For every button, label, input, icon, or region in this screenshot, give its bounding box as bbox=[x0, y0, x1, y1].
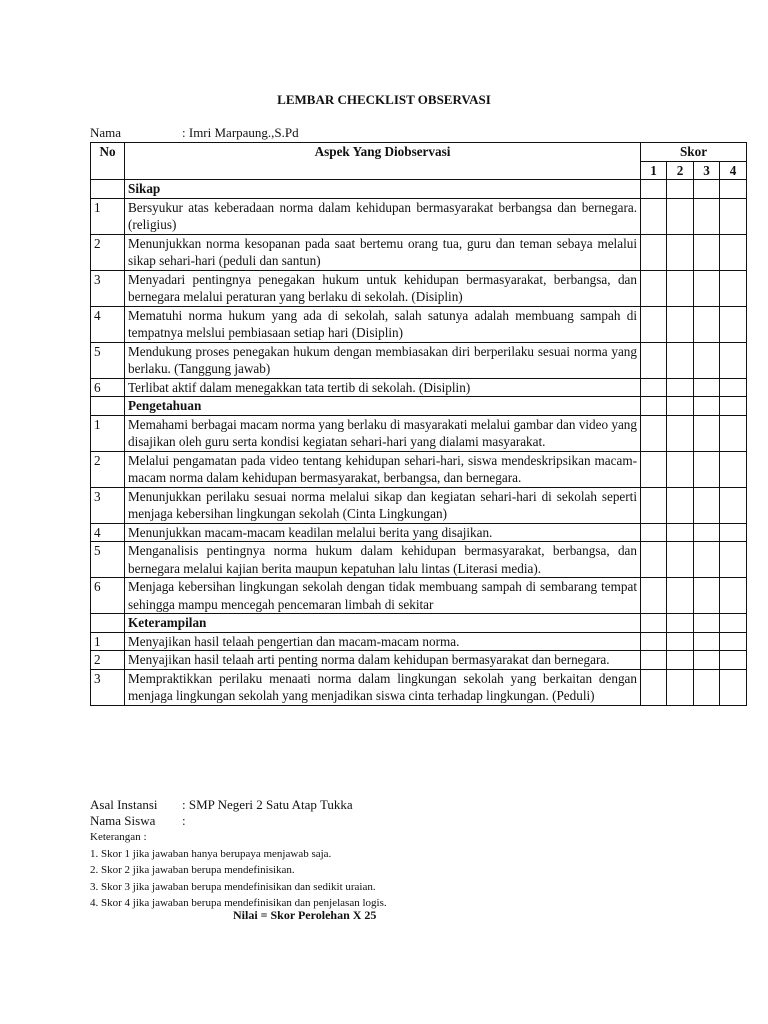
nama-siswa-label: Nama Siswa bbox=[90, 813, 156, 828]
skor-cell[interactable] bbox=[694, 614, 720, 633]
aspect-text: Terlibat aktif dalam menegakkan tata tertib di sekolah. (Disiplin) bbox=[125, 378, 641, 397]
skor-cell[interactable] bbox=[720, 632, 747, 651]
skor-cell[interactable] bbox=[667, 632, 694, 651]
skor-cell[interactable] bbox=[667, 523, 694, 542]
skor-cell[interactable] bbox=[667, 234, 694, 270]
skor-cell[interactable] bbox=[720, 397, 747, 416]
skor-cell[interactable] bbox=[667, 415, 694, 451]
nama-siswa-value: : bbox=[182, 813, 186, 828]
skor-cell[interactable] bbox=[641, 198, 667, 234]
nama-siswa-line bbox=[90, 813, 353, 829]
aspect-row bbox=[91, 669, 747, 705]
skor-cell[interactable] bbox=[667, 669, 694, 705]
nama-label: Nama bbox=[90, 125, 122, 140]
keterangan-item: 1. Skor 1 jika jawaban hanya berupaya menjawab saja. bbox=[90, 847, 332, 860]
skor-cell[interactable] bbox=[641, 487, 667, 523]
footer-info bbox=[90, 797, 353, 829]
asal-instansi-label: Asal Instansi bbox=[90, 797, 158, 812]
skor-cell[interactable] bbox=[720, 415, 747, 451]
skor-cell[interactable] bbox=[641, 270, 667, 306]
skor-cell[interactable] bbox=[641, 542, 667, 578]
section-row bbox=[91, 397, 747, 416]
skor-cell[interactable] bbox=[694, 415, 720, 451]
skor-cell[interactable] bbox=[641, 632, 667, 651]
keterangan-block bbox=[90, 829, 387, 912]
skor-cell[interactable] bbox=[720, 451, 747, 487]
skor-cell[interactable] bbox=[720, 270, 747, 306]
skor-cell[interactable] bbox=[667, 542, 694, 578]
skor-cell[interactable] bbox=[694, 487, 720, 523]
aspect-text: Mendukung proses penegakan hukum dengan membiasakan diri berperilaku sesuai norma yang berlaku. (Tanggung jawab) bbox=[125, 342, 641, 378]
skor-cell[interactable] bbox=[667, 487, 694, 523]
skor-cell[interactable] bbox=[720, 669, 747, 705]
aspect-row bbox=[91, 270, 747, 306]
aspect-no: 5 bbox=[91, 542, 125, 578]
aspect-row bbox=[91, 487, 747, 523]
skor-cell[interactable] bbox=[720, 523, 747, 542]
header-aspek: Aspek Yang Diobservasi bbox=[125, 143, 641, 180]
skor-cell[interactable] bbox=[667, 306, 694, 342]
skor-cell[interactable] bbox=[694, 234, 720, 270]
section-no-cell bbox=[91, 614, 125, 633]
skor-cell[interactable] bbox=[667, 578, 694, 614]
aspect-row bbox=[91, 632, 747, 651]
aspect-text: Menunjukkan perilaku sesuai norma melalui sikap dan kegiatan sehari-hari di sekolah seperti menjaga kebersihan lingkungan sekolah (Cinta Lingkungan) bbox=[125, 487, 641, 523]
aspect-text: Memahami berbagai macam norma yang berlaku di masyarakati melalui gambar dan video yang disajikan oleh guru serta kondisi kegiatan sehari-hari yang dialami masyarakat. bbox=[125, 415, 641, 451]
document-title: LEMBAR CHECKLIST OBSERVASI bbox=[277, 92, 491, 107]
skor-col-3: 3 bbox=[694, 161, 720, 180]
aspect-text: Melalui pengamatan pada video tentang kehidupan sehari-hari, siswa mendeskripsikan macam-macam norma dalam kehidupan bermasyarakat, berbangsa, dan bernegara. bbox=[125, 451, 641, 487]
aspect-no: 4 bbox=[91, 306, 125, 342]
skor-cell[interactable] bbox=[720, 234, 747, 270]
skor-col-1: 1 bbox=[641, 161, 667, 180]
aspect-no: 3 bbox=[91, 669, 125, 705]
aspect-row bbox=[91, 198, 747, 234]
skor-cell[interactable] bbox=[694, 180, 720, 199]
aspect-row bbox=[91, 234, 747, 270]
skor-cell[interactable] bbox=[694, 306, 720, 342]
skor-cell[interactable] bbox=[720, 578, 747, 614]
skor-cell[interactable] bbox=[667, 198, 694, 234]
aspect-no: 2 bbox=[91, 234, 125, 270]
skor-cell[interactable] bbox=[641, 306, 667, 342]
skor-cell[interactable] bbox=[694, 378, 720, 397]
keterangan-item: 2. Skor 2 jika jawaban berupa mendefinisikan. bbox=[90, 864, 295, 876]
skor-cell[interactable] bbox=[694, 651, 720, 670]
aspect-text: Bersyukur atas keberadaan norma dalam kehidupan bermasyarakat berbangsa dan bernegara. (religius) bbox=[125, 198, 641, 234]
observation-table bbox=[90, 142, 747, 706]
aspect-row bbox=[91, 578, 747, 614]
skor-cell[interactable] bbox=[720, 342, 747, 378]
aspect-no: 4 bbox=[91, 523, 125, 542]
aspect-row bbox=[91, 651, 747, 670]
skor-col-2: 2 bbox=[667, 161, 694, 180]
section-no-cell bbox=[91, 180, 125, 199]
skor-cell[interactable] bbox=[667, 451, 694, 487]
aspect-row bbox=[91, 523, 747, 542]
aspect-text: Mematuhi norma hukum yang ada di sekolah, salah satunya adalah membuang sampah di tempatnya melslui pembiasaan setiap hari (Disiplin) bbox=[125, 306, 641, 342]
section-title: Keterampilan bbox=[125, 614, 641, 633]
skor-cell[interactable] bbox=[667, 180, 694, 199]
aspect-text: Menyajikan hasil telaah pengertian dan macam-macam norma. bbox=[125, 632, 641, 651]
skor-cell[interactable] bbox=[694, 523, 720, 542]
aspect-row bbox=[91, 342, 747, 378]
skor-cell[interactable] bbox=[694, 632, 720, 651]
skor-cell[interactable] bbox=[667, 651, 694, 670]
aspect-no: 6 bbox=[91, 578, 125, 614]
section-no-cell bbox=[91, 397, 125, 416]
skor-cell[interactable] bbox=[720, 614, 747, 633]
skor-cell[interactable] bbox=[694, 542, 720, 578]
section-title: Pengetahuan bbox=[125, 397, 641, 416]
section-row bbox=[91, 180, 747, 199]
aspect-text: Menyadari pentingnya penegakan hukum untuk kehidupan bermasyarakat, berbangsa, dan bernegara melalui peraturan yang berlaku di sekolah. (Disiplin) bbox=[125, 270, 641, 306]
skor-cell[interactable] bbox=[667, 342, 694, 378]
skor-cell[interactable] bbox=[641, 651, 667, 670]
skor-cell[interactable] bbox=[720, 306, 747, 342]
aspect-text: Menganalisis pentingnya norma hukum dalam kehidupan bermasyarakat, berbangsa, dan bernegara melalui kajian berita maupun kepatuhan lalu lintas (Literasi media). bbox=[125, 542, 641, 578]
aspect-no: 3 bbox=[91, 270, 125, 306]
skor-cell[interactable] bbox=[720, 542, 747, 578]
skor-cell[interactable] bbox=[667, 397, 694, 416]
section-row bbox=[91, 614, 747, 633]
skor-cell[interactable] bbox=[641, 180, 667, 199]
aspect-row bbox=[91, 542, 747, 578]
aspect-no: 1 bbox=[91, 632, 125, 651]
skor-cell[interactable] bbox=[694, 342, 720, 378]
aspect-no: 2 bbox=[91, 651, 125, 670]
skor-cell[interactable] bbox=[641, 378, 667, 397]
header-skor: Skor bbox=[641, 143, 747, 162]
skor-cell[interactable] bbox=[641, 415, 667, 451]
skor-col-4: 4 bbox=[720, 161, 747, 180]
aspect-text: Menunjukkan macam-macam keadilan melalui berita yang disajikan. bbox=[125, 523, 641, 542]
aspect-row bbox=[91, 378, 747, 397]
aspect-text: Menunjukkan norma kesopanan pada saat bertemu orang tua, guru dan teman sebaya melalui sikap sehari-hari (peduli dan santun) bbox=[125, 234, 641, 270]
skor-cell[interactable] bbox=[667, 378, 694, 397]
keterangan-item: 3. Skor 3 jika jawaban berupa mendefinisikan dan sedikit uraian. bbox=[90, 880, 376, 893]
aspect-no: 5 bbox=[91, 342, 125, 378]
aspect-no: 1 bbox=[91, 415, 125, 451]
keterangan-item: 4. Skor 4 jika jawaban berupa mendefinisikan dan penjelasan logis. bbox=[90, 897, 387, 909]
skor-cell[interactable] bbox=[720, 378, 747, 397]
skor-cell[interactable] bbox=[641, 342, 667, 378]
aspect-row bbox=[91, 415, 747, 451]
skor-cell[interactable] bbox=[694, 669, 720, 705]
skor-cell[interactable] bbox=[641, 451, 667, 487]
section-title: Sikap bbox=[125, 180, 641, 199]
skor-cell[interactable] bbox=[667, 614, 694, 633]
keterangan-title: Keterangan : bbox=[90, 831, 147, 843]
skor-cell[interactable] bbox=[694, 198, 720, 234]
skor-cell[interactable] bbox=[641, 669, 667, 705]
skor-cell[interactable] bbox=[641, 614, 667, 633]
skor-cell[interactable] bbox=[641, 234, 667, 270]
skor-cell[interactable] bbox=[694, 270, 720, 306]
aspect-no: 1 bbox=[91, 198, 125, 234]
aspect-row bbox=[91, 451, 747, 487]
aspect-text: Menyajikan hasil telaah arti penting norma dalam kehidupan bermasyarakat dan bernegara. bbox=[125, 651, 641, 670]
aspect-no: 6 bbox=[91, 378, 125, 397]
aspect-text: Mempraktikkan perilaku menaati norma dalam lingkungan sekolah yang berkaitan dengan menjaga lingkungan sekolah yang menjadikan siswa cinta terhadap lingkungan. (Peduli) bbox=[125, 669, 641, 705]
aspect-text: Menjaga kebersihan lingkungan sekolah dengan tidak membuang sampah di sembarang tempat sehingga mampu mencegah pencemaran limbah di sekitar bbox=[125, 578, 641, 614]
observation-body bbox=[91, 180, 747, 706]
aspect-row bbox=[91, 306, 747, 342]
skor-cell[interactable] bbox=[641, 397, 667, 416]
skor-cell[interactable] bbox=[694, 397, 720, 416]
skor-cell[interactable] bbox=[720, 198, 747, 234]
asal-instansi-value: : SMP Negeri 2 Satu Atap Tukka bbox=[182, 797, 353, 812]
skor-cell[interactable] bbox=[720, 180, 747, 199]
skor-cell[interactable] bbox=[641, 578, 667, 614]
teacher-name-line bbox=[90, 125, 299, 141]
aspect-no: 2 bbox=[91, 451, 125, 487]
skor-cell[interactable] bbox=[667, 270, 694, 306]
skor-cell[interactable] bbox=[720, 651, 747, 670]
asal-instansi-line bbox=[90, 797, 353, 813]
skor-cell[interactable] bbox=[641, 523, 667, 542]
skor-cell[interactable] bbox=[694, 578, 720, 614]
nama-value: : Imri Marpaung.,S.Pd bbox=[182, 125, 299, 140]
skor-cell[interactable] bbox=[694, 451, 720, 487]
nilai-formula: Nilai = Skor Perolehan X 25 bbox=[233, 908, 377, 922]
skor-cell[interactable] bbox=[720, 487, 747, 523]
header-no: No bbox=[91, 143, 125, 180]
aspect-no: 3 bbox=[91, 487, 125, 523]
